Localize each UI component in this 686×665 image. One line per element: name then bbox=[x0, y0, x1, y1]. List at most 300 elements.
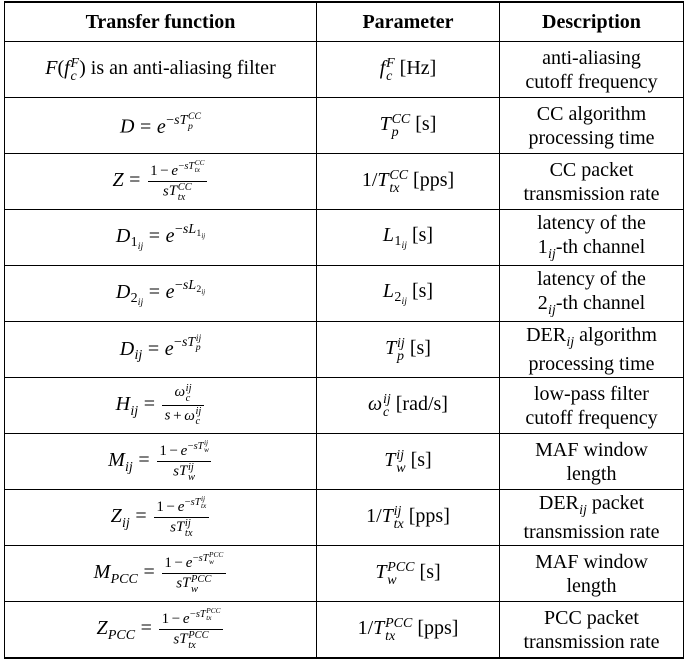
text-run: 1 bbox=[150, 163, 158, 180]
text-run: 1 bbox=[156, 499, 164, 516]
fraction-numerator bbox=[157, 437, 211, 462]
script-stack bbox=[188, 112, 201, 131]
scripted-term bbox=[119, 337, 143, 364]
parameter-content bbox=[317, 434, 499, 489]
script-stack bbox=[186, 384, 192, 404]
math-operator: − bbox=[166, 499, 175, 516]
math-variable: D bbox=[119, 337, 135, 360]
description-cell bbox=[500, 154, 684, 210]
description-line bbox=[537, 102, 646, 126]
parameter-cell bbox=[317, 210, 500, 266]
description-line bbox=[537, 211, 646, 235]
subscript bbox=[122, 516, 130, 531]
superscript bbox=[189, 605, 221, 622]
parameter-cell bbox=[317, 378, 500, 434]
text-run: [s] bbox=[405, 448, 432, 471]
subscript bbox=[397, 350, 404, 363]
math-variable: tx bbox=[177, 192, 186, 204]
text-run: − bbox=[166, 113, 175, 129]
math-variable: T bbox=[197, 440, 204, 452]
subscript bbox=[208, 556, 214, 566]
description-line bbox=[539, 491, 644, 519]
subscript bbox=[201, 233, 205, 240]
math-relation: = bbox=[148, 280, 161, 303]
math-variable: f bbox=[379, 56, 386, 79]
description-cell bbox=[500, 210, 684, 266]
math-variable: w bbox=[187, 472, 195, 484]
scripted-term bbox=[179, 111, 202, 132]
math-variable: Z bbox=[110, 505, 122, 528]
math-variable: L bbox=[382, 223, 395, 246]
script-stack bbox=[383, 393, 391, 420]
parameter-content bbox=[317, 210, 499, 265]
scripted-term bbox=[171, 157, 205, 180]
description-line bbox=[535, 438, 648, 462]
math-variable: F bbox=[70, 55, 80, 71]
text-run: [pps] bbox=[408, 168, 455, 191]
scripted-term bbox=[93, 561, 138, 587]
math-variable: c bbox=[386, 69, 393, 84]
text-run: processing time bbox=[528, 352, 655, 375]
subscript bbox=[387, 574, 396, 587]
subscript bbox=[130, 291, 144, 309]
script-stack bbox=[194, 157, 205, 174]
subscript bbox=[200, 500, 207, 510]
parameter-formula bbox=[383, 279, 433, 308]
math-variable: T bbox=[188, 160, 195, 172]
text-run: processing time bbox=[528, 126, 655, 149]
math-variable: T bbox=[187, 334, 196, 350]
math-variable: c bbox=[185, 392, 191, 404]
scripted-term bbox=[368, 391, 391, 420]
text-run: anti-aliasing bbox=[542, 46, 641, 69]
transfer-function-cell bbox=[5, 322, 317, 378]
math-variable: ij bbox=[187, 462, 194, 474]
scripted-term bbox=[184, 406, 202, 428]
superscript bbox=[184, 493, 207, 510]
text-run: [s] bbox=[410, 112, 437, 135]
description-line bbox=[537, 267, 646, 291]
math-variable: w bbox=[396, 461, 406, 476]
subscript bbox=[185, 529, 193, 539]
description-line bbox=[526, 323, 657, 351]
math-variable: e bbox=[185, 555, 193, 572]
math-variable: c bbox=[382, 405, 390, 420]
description-content bbox=[500, 266, 683, 321]
description-line bbox=[567, 462, 617, 486]
math-variable: T bbox=[175, 519, 185, 536]
subscript bbox=[206, 612, 212, 622]
transfer-function-formula bbox=[110, 493, 211, 540]
fraction-denominator bbox=[162, 574, 225, 595]
transfer-function-formula bbox=[108, 437, 213, 484]
script-stack bbox=[203, 437, 209, 454]
text-run: MAF window bbox=[535, 438, 648, 461]
math-variable: T bbox=[179, 631, 188, 648]
fraction-denominator bbox=[154, 518, 208, 539]
transfer-function-content bbox=[5, 98, 316, 153]
text-run: [s] bbox=[406, 223, 434, 246]
subscript bbox=[579, 503, 587, 518]
subscript bbox=[178, 193, 186, 203]
transfer-function-cell bbox=[5, 602, 317, 659]
math-variable: c bbox=[70, 69, 77, 84]
script-stack bbox=[394, 505, 404, 532]
math-variable: e bbox=[156, 115, 166, 138]
description-content bbox=[500, 602, 683, 657]
math-variable: s bbox=[176, 575, 183, 592]
math-variable: ij bbox=[566, 334, 575, 350]
math-variable: s bbox=[184, 160, 189, 172]
text-run: − bbox=[174, 221, 183, 237]
math-variable: PCC bbox=[387, 559, 415, 575]
fraction bbox=[148, 157, 207, 204]
fraction-numerator bbox=[162, 384, 203, 406]
math-variable: ij bbox=[393, 503, 402, 519]
transfer-function-formula bbox=[96, 605, 224, 652]
text-run: -th channel bbox=[555, 236, 646, 259]
scripted-term bbox=[180, 437, 209, 460]
math-relation: = bbox=[147, 337, 160, 360]
math-operator: − bbox=[160, 163, 169, 180]
math-variable: ij bbox=[184, 518, 191, 530]
text-run: 1 bbox=[164, 555, 172, 572]
script-stack bbox=[178, 183, 192, 203]
script-stack bbox=[196, 334, 201, 353]
text-run: [pps] bbox=[412, 616, 459, 639]
script-stack bbox=[71, 57, 80, 84]
math-variable: T bbox=[179, 463, 188, 480]
scripted-term bbox=[188, 157, 205, 174]
scripted-term bbox=[179, 462, 195, 484]
parameter-content bbox=[317, 602, 499, 657]
scripted-term bbox=[96, 617, 136, 643]
fraction-numerator bbox=[162, 549, 225, 574]
text-run: 2 bbox=[537, 292, 548, 315]
subscript bbox=[188, 473, 195, 483]
transfer-function-content bbox=[5, 602, 316, 657]
text-run: 1/ bbox=[361, 168, 378, 191]
scripted-term bbox=[179, 630, 209, 652]
fraction-denominator bbox=[148, 182, 207, 203]
description-cell bbox=[500, 322, 684, 378]
description-content bbox=[500, 434, 683, 489]
table-header bbox=[5, 2, 684, 42]
scripted-term bbox=[382, 279, 407, 308]
parameter-formula bbox=[383, 223, 433, 252]
scripted-term bbox=[384, 447, 406, 476]
header-parameter bbox=[317, 2, 500, 42]
subscript bbox=[71, 70, 77, 83]
parameter-cell bbox=[317, 154, 500, 210]
math-variable: ij bbox=[195, 406, 202, 418]
description-content bbox=[500, 98, 683, 153]
text-run: PCC packet bbox=[544, 606, 639, 629]
scripted-term bbox=[187, 333, 202, 354]
math-variable: Z bbox=[112, 169, 124, 192]
math-variable: ω bbox=[174, 383, 186, 400]
subscript bbox=[138, 241, 143, 252]
fraction bbox=[162, 549, 225, 596]
text-run: [s] bbox=[414, 560, 441, 583]
text-run: 1/ bbox=[366, 504, 382, 527]
header-description-label: Description bbox=[542, 10, 641, 33]
description-line bbox=[544, 606, 639, 630]
scripted-term bbox=[174, 382, 192, 404]
text-run: latency of the bbox=[537, 212, 646, 235]
transfer-function-formula bbox=[116, 278, 205, 309]
superscript bbox=[174, 277, 206, 297]
math-variable: T bbox=[202, 552, 209, 564]
subscript bbox=[186, 394, 191, 404]
description-cell bbox=[500, 490, 684, 546]
math-variable: s bbox=[190, 496, 195, 508]
text-run: ) bbox=[79, 56, 86, 79]
table-row bbox=[5, 490, 684, 546]
transfer-function-cell bbox=[5, 154, 317, 210]
transfer-function-content bbox=[5, 154, 316, 209]
transfer-function-table bbox=[4, 1, 684, 659]
math-variable: ij bbox=[548, 246, 556, 262]
description-content bbox=[500, 546, 683, 601]
scripted-term bbox=[375, 559, 415, 588]
text-run: is an anti-aliasing filter bbox=[85, 56, 276, 79]
math-variable: ij bbox=[137, 297, 144, 309]
math-variable: H bbox=[115, 393, 131, 416]
scripted-term bbox=[381, 503, 404, 532]
script-stack bbox=[206, 605, 221, 622]
transfer-function-cell bbox=[5, 378, 317, 434]
parameter-formula bbox=[368, 392, 448, 420]
subscript bbox=[130, 404, 138, 419]
text-run: transmission rate bbox=[523, 630, 660, 653]
transfer-function-cell bbox=[5, 210, 317, 266]
scripted-term bbox=[537, 292, 556, 318]
text-run: -th channel bbox=[555, 292, 646, 315]
table-row bbox=[5, 154, 684, 210]
scripted-term bbox=[177, 493, 207, 516]
parameter-content bbox=[317, 154, 499, 209]
description-line bbox=[535, 550, 648, 574]
scripted-term bbox=[182, 574, 212, 596]
header-transfer-function bbox=[5, 2, 317, 42]
math-variable: tx bbox=[188, 640, 196, 652]
scripted-term bbox=[165, 221, 206, 247]
subscript bbox=[394, 290, 407, 308]
math-relation: = bbox=[140, 617, 152, 640]
text-run: − bbox=[174, 334, 182, 350]
text-run: algorithm bbox=[574, 324, 657, 347]
parameter-formula bbox=[384, 448, 431, 476]
description-content bbox=[500, 154, 683, 209]
text-run: CC packet bbox=[549, 158, 634, 181]
text-run: 1 bbox=[130, 235, 138, 251]
math-variable: ij bbox=[396, 447, 405, 463]
math-variable: s bbox=[173, 463, 180, 480]
table-row bbox=[5, 210, 684, 266]
scripted-term bbox=[394, 234, 407, 252]
text-run: − bbox=[184, 496, 191, 508]
text-run: transmission rate bbox=[523, 182, 660, 205]
math-variable: ij bbox=[130, 403, 139, 419]
text-run: 2 bbox=[196, 284, 202, 296]
description-content bbox=[500, 42, 683, 97]
superscript bbox=[396, 449, 404, 462]
math-variable: Z bbox=[96, 617, 108, 640]
parameter-formula bbox=[375, 560, 440, 588]
script-stack bbox=[389, 169, 408, 196]
scripted-term bbox=[377, 167, 409, 196]
math-variable: tx bbox=[200, 500, 207, 510]
math-operator: − bbox=[174, 555, 184, 572]
math-variable: s bbox=[193, 440, 198, 452]
math-variable: M bbox=[108, 449, 125, 472]
script-stack bbox=[191, 575, 211, 595]
math-variable: s bbox=[195, 608, 200, 620]
math-variable: e bbox=[182, 611, 190, 628]
math-variable: p bbox=[187, 120, 193, 132]
subscript bbox=[196, 417, 201, 427]
subscript bbox=[108, 628, 135, 643]
parameter-content bbox=[317, 266, 499, 321]
math-variable: ij bbox=[125, 459, 133, 475]
scripted-term bbox=[373, 615, 413, 644]
scripted-term bbox=[188, 277, 206, 297]
math-variable: T bbox=[199, 608, 206, 620]
scripted-term bbox=[115, 280, 144, 309]
math-variable: tx bbox=[389, 181, 400, 196]
transfer-function-cell bbox=[5, 42, 317, 98]
table-row bbox=[5, 434, 684, 490]
math-variable: PCC bbox=[206, 605, 221, 615]
math-variable: e bbox=[177, 499, 185, 516]
math-variable: e bbox=[171, 163, 179, 180]
text-run: − bbox=[187, 440, 194, 452]
math-variable: ij bbox=[548, 302, 556, 318]
superscript bbox=[178, 157, 205, 174]
script-stack bbox=[185, 519, 193, 539]
subscript bbox=[201, 289, 205, 296]
math-operator: + bbox=[173, 407, 182, 424]
math-variable: p bbox=[195, 342, 201, 354]
superscript bbox=[385, 617, 412, 630]
transfer-function-cell bbox=[5, 98, 317, 154]
scripted-term bbox=[394, 290, 407, 308]
description-cell bbox=[500, 546, 684, 602]
math-variable: L bbox=[188, 277, 197, 293]
math-variable: PCC bbox=[107, 627, 136, 643]
math-variable: ij bbox=[401, 296, 407, 308]
math-variable: T bbox=[384, 448, 396, 471]
table-row bbox=[5, 98, 684, 154]
math-variable: w bbox=[191, 584, 199, 596]
scripted-term bbox=[175, 518, 193, 540]
header-description bbox=[500, 2, 684, 42]
math-variable: e bbox=[165, 280, 175, 303]
subscript bbox=[566, 335, 574, 350]
scripted-term bbox=[115, 393, 139, 419]
superscript bbox=[71, 57, 80, 70]
superscript bbox=[192, 549, 224, 566]
math-variable: e bbox=[165, 224, 175, 247]
text-run: − bbox=[174, 277, 183, 293]
text-run: − bbox=[178, 160, 185, 172]
description-cell bbox=[500, 378, 684, 434]
transfer-function-content bbox=[5, 434, 316, 489]
table-row bbox=[5, 602, 684, 659]
math-variable: F bbox=[386, 55, 395, 71]
math-variable: M bbox=[93, 561, 111, 584]
description-content bbox=[500, 322, 683, 377]
script-stack bbox=[396, 449, 405, 476]
transfer-function-content bbox=[5, 266, 316, 321]
text-run: [s] bbox=[404, 336, 431, 359]
table-row bbox=[5, 546, 684, 602]
math-variable: w bbox=[208, 556, 214, 566]
transfer-function-content bbox=[5, 546, 316, 601]
text-run: DER bbox=[538, 492, 579, 515]
math-variable: D bbox=[115, 224, 131, 247]
scripted-term bbox=[379, 55, 395, 84]
scripted-term bbox=[379, 111, 411, 140]
text-run: packet bbox=[586, 492, 645, 515]
subscript bbox=[548, 303, 556, 318]
script-stack bbox=[188, 631, 208, 651]
parameter-content bbox=[317, 98, 499, 153]
description-cell bbox=[500, 42, 684, 98]
math-variable: ij bbox=[200, 493, 206, 503]
math-variable: CC bbox=[391, 111, 411, 127]
description-content bbox=[500, 490, 683, 545]
math-variable: T bbox=[179, 113, 188, 129]
scripted-term bbox=[199, 605, 221, 622]
math-variable: T bbox=[373, 616, 385, 639]
description-line bbox=[528, 352, 654, 376]
table-row bbox=[5, 266, 684, 322]
scripted-term bbox=[64, 55, 80, 84]
subscript bbox=[138, 297, 143, 308]
math-variable: PCC bbox=[191, 574, 212, 586]
fraction-denominator bbox=[159, 630, 222, 651]
parameter-cell bbox=[317, 266, 500, 322]
scripted-term bbox=[538, 492, 587, 518]
math-variable: ω bbox=[184, 407, 195, 424]
subscript bbox=[383, 406, 389, 419]
math-variable: s bbox=[182, 221, 189, 237]
subscript bbox=[548, 247, 556, 262]
math-variable: ij bbox=[203, 437, 209, 447]
subscript bbox=[125, 460, 133, 475]
math-variable: L bbox=[188, 221, 197, 237]
math-variable: ij bbox=[134, 348, 143, 364]
math-variable: T bbox=[168, 183, 178, 200]
math-variable: T bbox=[379, 112, 391, 135]
math-variable: ω bbox=[368, 392, 383, 415]
subscript bbox=[394, 518, 404, 531]
script-stack bbox=[196, 407, 202, 427]
transfer-function-cell bbox=[5, 266, 317, 322]
math-variable: L bbox=[382, 279, 395, 302]
subscript bbox=[191, 585, 198, 595]
text-run: length bbox=[566, 462, 617, 485]
math-variable: c bbox=[195, 416, 201, 428]
text-run: 1 bbox=[537, 236, 548, 259]
parameter-content bbox=[317, 546, 499, 601]
description-line bbox=[534, 382, 649, 406]
math-variable: CC bbox=[389, 167, 409, 183]
text-run: − bbox=[189, 608, 196, 620]
subscript bbox=[196, 343, 201, 352]
